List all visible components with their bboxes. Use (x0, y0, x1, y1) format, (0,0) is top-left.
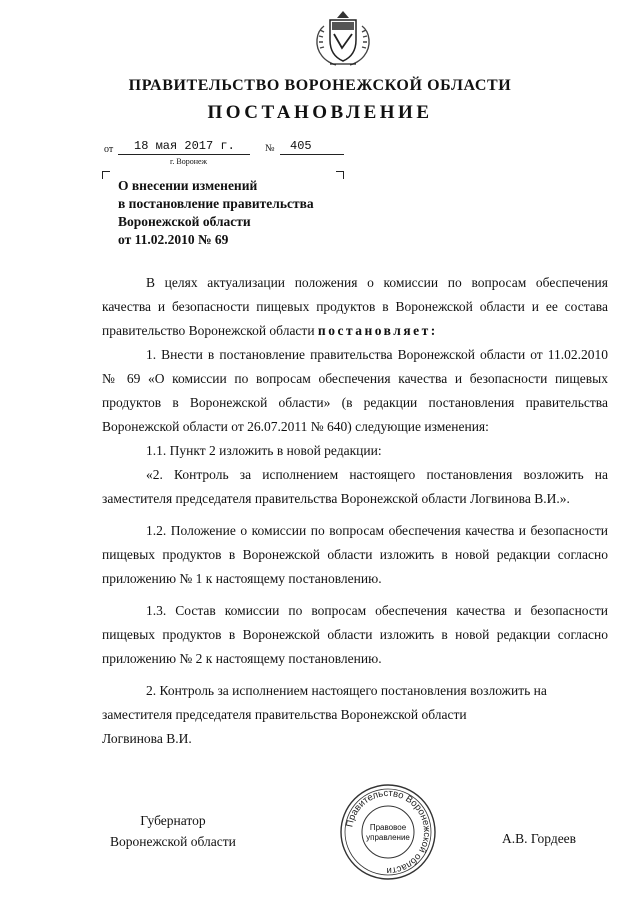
date-prefix: от (104, 144, 114, 155)
signatory-position (110, 810, 236, 852)
number-underline (280, 154, 344, 155)
item-1-1-quote: «2. Контроль за исполнением настоящего постановления возложить на заместителя председателя правительства Воронежской области Логвинова В.И.». (102, 467, 608, 506)
item-1-1-paragraph: 1.1. Пункт 2 изложить в новой редакции: (146, 443, 382, 458)
item-2-line: заместителя председателя правительства Воронежской области (102, 707, 467, 722)
document-number: 405 (290, 139, 312, 153)
item-1-2-paragraph: 1.2. Положение о комиссии по вопросам обеспечения качества и безопасности пищевых продуктов в Воронежской области изложить в новой редакции согласно приложению № 1 к настоящему постановлению. (102, 523, 608, 586)
subject-corner-left (102, 171, 110, 179)
document-subject (118, 177, 358, 249)
document-date: 18 мая 2017 г. (134, 139, 235, 153)
subject-line: в постановление правительства (118, 196, 314, 211)
date-underline (118, 154, 250, 155)
document-body (102, 271, 608, 751)
stamp-center-text (366, 823, 410, 843)
decree-keyword: постановляет: (317, 323, 438, 338)
stamp-ring-text: Правительство Воронежской области (344, 787, 433, 877)
stamp-line: Правовое (369, 823, 407, 832)
subject-line: от 11.02.2010 № 69 (118, 232, 229, 247)
intro-text: В целях актуализации положения о комиссии по вопросам обеспечения качества и безопасности пищевых продуктов в Воронежской области и ее состава правительство Воронежской области (102, 275, 608, 338)
subject-line: О внесении изменений (118, 178, 258, 193)
number-prefix: № (265, 143, 275, 154)
coat-of-arms-icon (310, 8, 376, 72)
item-2-line: Логвинова В.И. (102, 731, 192, 746)
position-line: Губернатор (140, 813, 206, 828)
document-city: г. Воронеж (170, 157, 208, 166)
intro-paragraph (102, 271, 608, 343)
subject-line: Воронежской области (118, 214, 251, 229)
stamp-line: управление (366, 833, 410, 842)
signatory-name: А.В. Гордеев (502, 831, 577, 846)
item-1-3-paragraph: 1.3. Состав комиссии по вопросам обеспечения качества и безопасности пищевых продуктов в Воронежской области изложить в новой редакции согласно приложению № 2 к настоящему постановлению. (102, 603, 608, 666)
document-type: ПОСТАНОВЛЕНИЕ (207, 102, 433, 123)
item-2-line: 2. Контроль за исполнением настоящего постановления возложить на (146, 683, 547, 698)
item-1-paragraph: 1. Внести в постановление правительства Воронежской области от 11.02.2010 № 69 «О комиссии по вопросам обеспечения качества и безопасности пищевых продуктов в Воронежской области» (в редакции постановления правительства Воронежской области от 26.07.2011 № 640) следующие изменения: (102, 347, 608, 434)
government-name: ПРАВИТЕЛЬСТВО ВОРОНЕЖСКОЙ ОБЛАСТИ (128, 77, 512, 94)
position-line: Воронежской области (110, 834, 236, 849)
